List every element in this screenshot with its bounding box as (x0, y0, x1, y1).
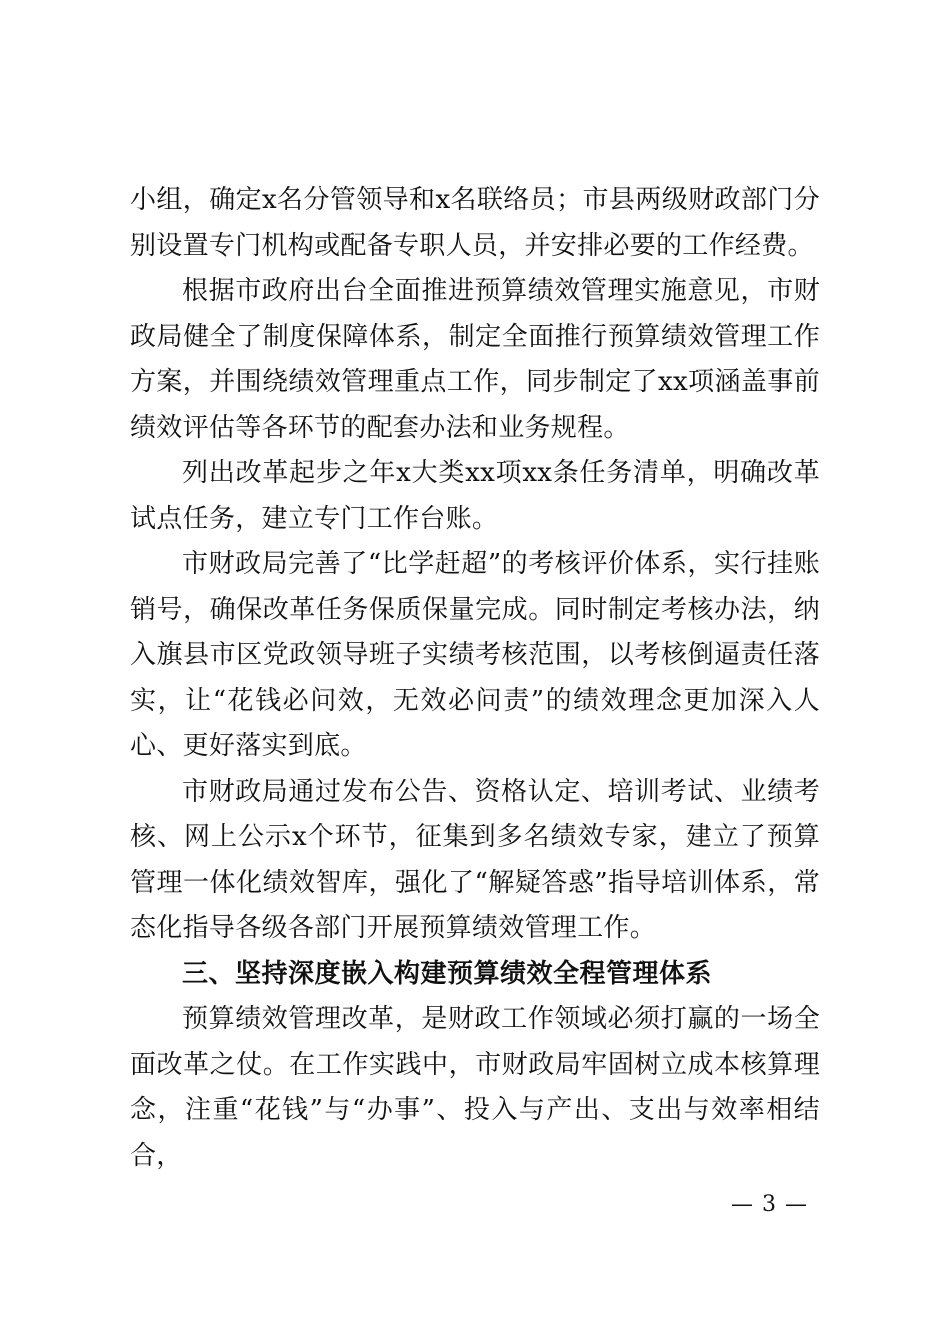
document-page (130, 178, 820, 1179)
section-heading: 三、坚持深度嵌入构建预算绩效全程管理体系 (182, 958, 713, 989)
paragraph: 市财政局通过发布公告、资格认定、培训考试、业绩考核、网上公示x个环节，征集到多名绩效专家，建立了预算管理一体化绩效智库，强化了“解疑答惑”指导培训体系，常态化指导各级各部门开展预算绩效管理工作。 (130, 776, 820, 943)
page-number: — 3 — (731, 1192, 808, 1217)
paragraph: 市财政局完善了“比学赶超”的考核评价体系，实行挂账销号，确保改革任务保质保量完成。同时制定考核办法，纳入旗县市区党政领导班子实绩考核范围，以考核倒逼责任落实，让“花钱必问效，无效必问责”的绩效理念更加深入人心、更好落实到底。 (130, 549, 820, 761)
paragraph: 小组，确定x名分管领导和x名联络员；市县两级财政部门分别设置专门机构或配备专职人员，并安排必要的工作经费。 (130, 185, 820, 261)
paragraph: 根据市政府出台全面推进预算绩效管理实施意见，市财政局健全了制度保障体系，制定全面推行预算绩效管理工作方案，并围绕绩效管理重点工作，同步制定了xx项涵盖事前绩效评估等各环节的配套办法和业务规程。 (130, 276, 820, 443)
paragraph: 预算绩效管理改革，是财政工作领域必须打赢的一场全面改革之仗。在工作实践中，市财政局牢固树立成本核算理念，注重“花钱”与“办事”、投入与产出、支出与效率相结合， (130, 1004, 820, 1171)
paragraph: 列出改革起步之年x大类xx项xx条任务清单，明确改革试点任务，建立专门工作台账。 (130, 458, 820, 534)
